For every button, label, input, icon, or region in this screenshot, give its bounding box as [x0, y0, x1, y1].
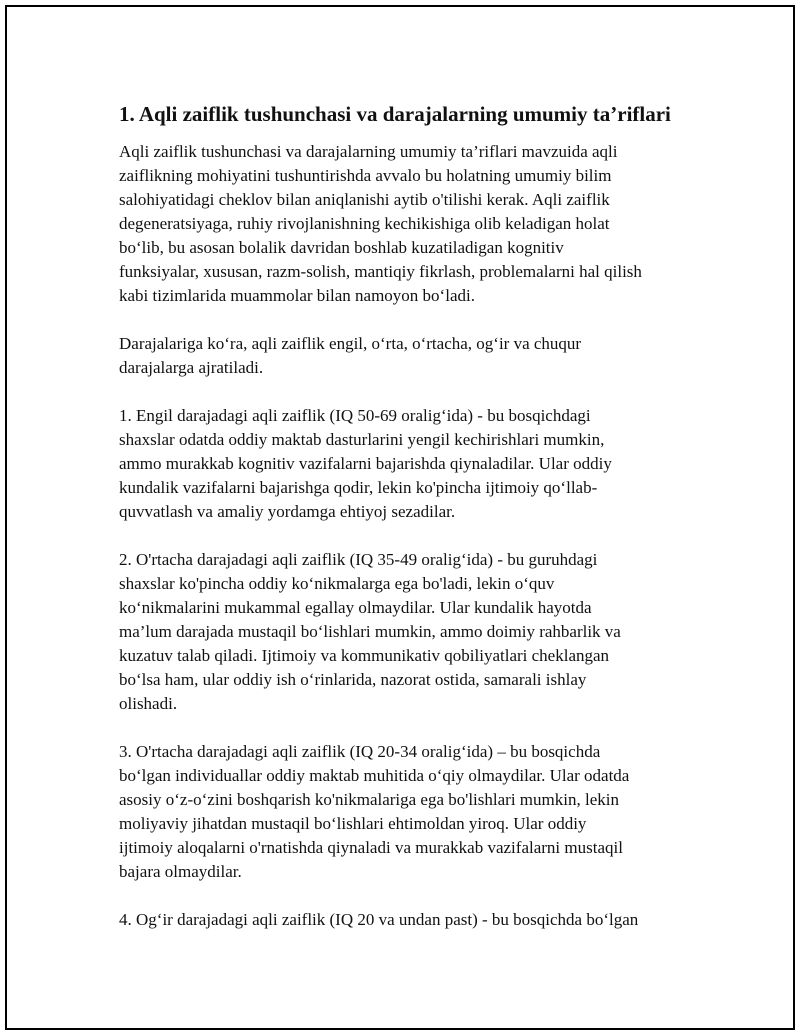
- text-line: bo‘lgan individuallar oddiy maktab muhitida o‘qiy olmaydilar. Ular odatda: [119, 766, 630, 785]
- text-line: asosiy o‘z-o‘zini boshqarish ko'nikmalariga ega bo'lishlari mumkin, lekin: [119, 790, 619, 809]
- text-line: olishadi.: [119, 694, 178, 713]
- text-line: kabi tizimlarida muammolar bilan namoyon bo‘ladi.: [119, 286, 475, 305]
- text-line: shaxslar ko'pincha oddiy ko‘nikmalarga ega bo'ladi, lekin o‘quv: [119, 574, 555, 593]
- text-line: ma’lum darajada mustaqil bo‘lishlari mumkin, ammo doimiy rahbarlik va: [119, 622, 621, 641]
- paragraph: [119, 140, 699, 308]
- text-line: Darajalariga ko‘ra, aqli zaiflik engil, o‘rta, o‘rtacha, og‘ir va chuqur: [119, 334, 582, 353]
- text-line: zaiflikning mohiyatini tushuntirishda avvalo bu holatning umumiy bilim: [119, 166, 612, 185]
- paragraph: [119, 404, 699, 524]
- paragraph: [119, 740, 699, 884]
- text-line: salohiyatidagi cheklov bilan aniqlanishi aytib o'tilishi kerak. Aqli zaiflik: [119, 190, 610, 209]
- text-line: 3. O'rtacha darajadagi aqli zaiflik (IQ 20-34 oralig‘ida) – bu bosqichda: [119, 742, 601, 761]
- paragraph: [119, 332, 699, 380]
- text-line: quvvatlash va amaliy yordamga ehtiyoj sezadilar.: [119, 502, 456, 521]
- text-line: moliyaviy jihatdan mustaqil bo‘lishlari ehtimoldan yiroq. Ular oddiy: [119, 814, 587, 833]
- paragraph-list: [119, 140, 699, 932]
- document-body: [119, 100, 699, 956]
- text-line: ijtimoiy aloqalarni o'rnatishda qiynaladi va murakkab vazifalarni mustaqil: [119, 838, 623, 857]
- text-line: 2. O'rtacha darajadagi aqli zaiflik (IQ 35-49 oralig‘ida) - bu guruhdagi: [119, 550, 598, 569]
- paragraph: [119, 908, 699, 932]
- text-line: funksiyalar, xususan, razm-solish, mantiqiy fikrlash, problemalarni hal qilish: [119, 262, 642, 281]
- text-line: shaxslar odatda oddiy maktab dasturlarini yengil kechirishlari mumkin,: [119, 430, 605, 449]
- text-line: kuzatuv talab qiladi. Ijtimoiy va kommunikativ qobiliyatlari cheklangan: [119, 646, 610, 665]
- text-line: bajara olmaydilar.: [119, 862, 242, 881]
- text-line: 4. Og‘ir darajadagi aqli zaiflik (IQ 20 va undan past) - bu bosqichda bo‘lgan: [119, 910, 639, 929]
- paragraph: [119, 548, 699, 716]
- text-line: bo‘lib, bu asosan bolalik davridan boshlab kuzatiladigan kognitiv: [119, 238, 564, 257]
- text-line: 1. Engil darajadagi aqli zaiflik (IQ 50-69 oralig‘ida) - bu bosqichdagi: [119, 406, 591, 425]
- page-frame: [5, 5, 795, 1030]
- text-line: darajalarga ajratiladi.: [119, 358, 264, 377]
- text-line: degeneratsiyaga, ruhiy rivojlanishning kechikishiga olib keladigan holat: [119, 214, 610, 233]
- text-line: bo‘lsa ham, ular oddiy ish o‘rinlarida, nazorat ostida, samarali ishlay: [119, 670, 587, 689]
- text-line: ammo murakkab kognitiv vazifalarni bajarishda qiynaladilar. Ular oddiy: [119, 454, 612, 473]
- text-line: ko‘nikmalarini mukammal egallay olmaydilar. Ular kundalik hayotda: [119, 598, 592, 617]
- section-heading: 1. Aqli zaiflik tushunchasi va darajalarning umumiy ta’riflari: [119, 102, 671, 126]
- text-line: kundalik vazifalarni bajarishga qodir, lekin ko'pincha ijtimoiy qo‘llab-: [119, 478, 598, 497]
- text-line: Aqli zaiflik tushunchasi va darajalarning umumiy ta’riflari mavzuida aqli: [119, 142, 618, 161]
